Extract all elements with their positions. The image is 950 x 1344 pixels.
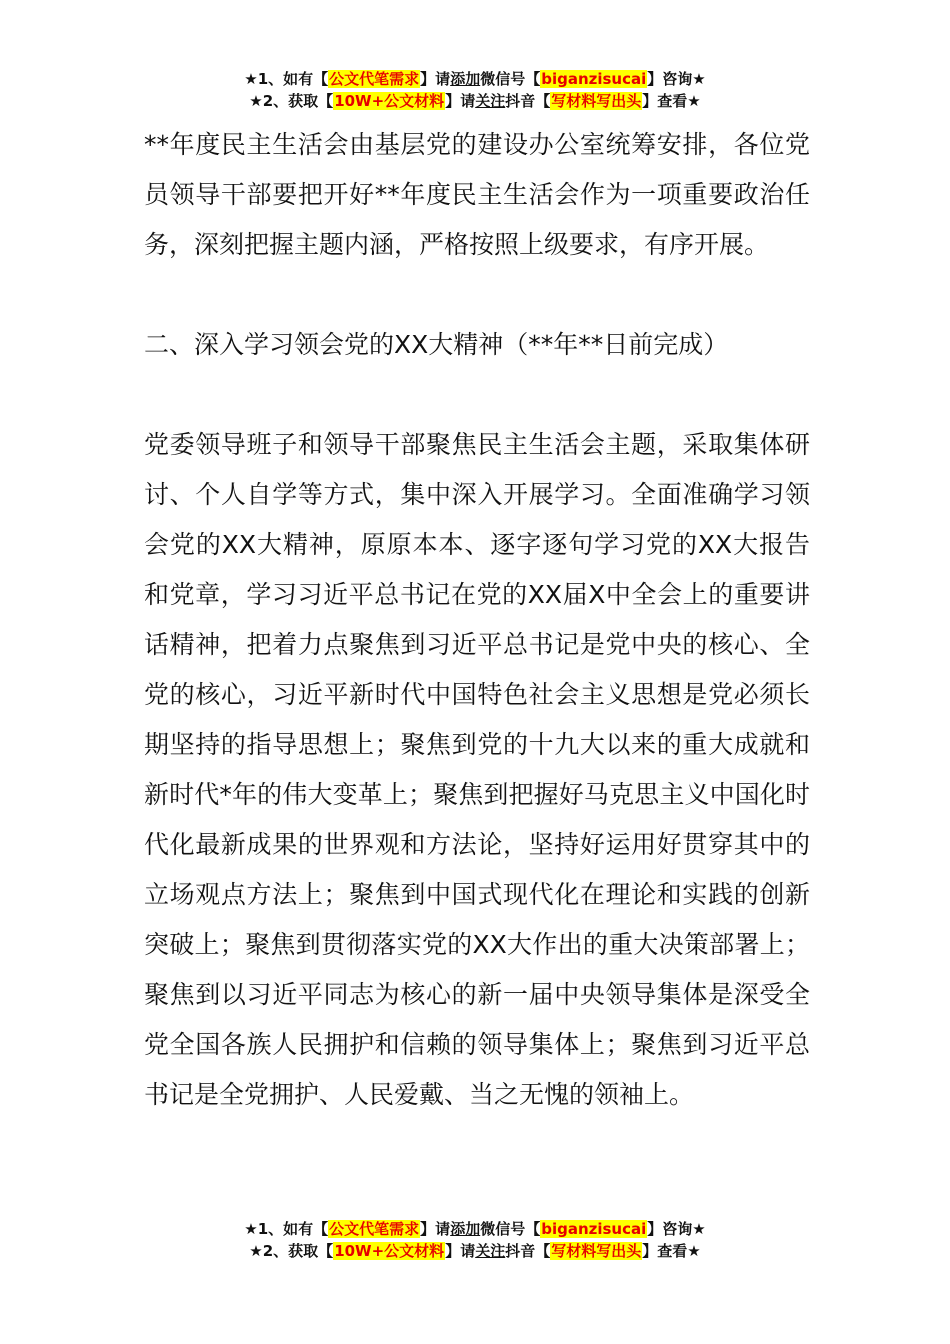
banner-line1-underlined: 添加 <box>450 1220 481 1238</box>
banner-line2-mid1: 】请 <box>445 92 476 110</box>
banner-line-1 <box>0 68 950 90</box>
paragraph-2: 党委领导班子和领导干部聚焦民主生活会主题，采取集体研讨、个人自学等方式，集中深入开展学习。全面准确学习领会党的XX大精神，原原本本、逐字逐句学习党的XX大报告和党章，学习习近平总书记在党的XX届X中全会上的重要讲话精神，把着力点聚焦到习近平总书记是党中央的核心、全党的核心，习近平新时代中国特色社会主义思想是党必须长期坚持的指导思想上；聚焦到党的十九大以来的重大成就和新时代*年的伟大变革上；聚焦到把握好马克思主义中国化时代化最新成果的世界观和方法论，坚持好运用好贯穿其中的立场观点方法上；聚焦到中国式现代化在理论和实践的创新突破上；聚焦到贯彻落实党的XX大作出的重大决策部署上；聚焦到以习近平同志为核心的新一届中央领导集体是深受全党全国各族人民拥护和信赖的领导集体上；聚焦到习近平总书记是全党拥护、人民爱戴、当之无愧的领袖上。 <box>144 430 810 1109</box>
banner-line1-highlight-service: 公文代笔需求 <box>329 1220 420 1238</box>
banner-line2-prefix: ★2、获取【 <box>249 92 334 110</box>
banner-line2-mid2: 抖音【 <box>505 92 551 110</box>
banner-line1-mid1: 】请 <box>420 70 451 88</box>
banner-line1-prefix: ★1、如有【 <box>244 1220 329 1238</box>
paragraph-1: **年度民主生活会由基层党的建设办公室统筹安排，各位党员领导干部要把开好**年度民主生活会作为一项重要政治任务，深刻把握主题内涵，严格按照上级要求，有序开展。 <box>144 130 810 259</box>
banner-line2-prefix: ★2、获取【 <box>249 1242 334 1260</box>
bottom-banner <box>0 1218 950 1262</box>
banner-line1-highlight-wechat-id: biganzisucai <box>541 1220 647 1238</box>
banner-line2-highlight-douyin: 写材料写出头 <box>551 1242 642 1260</box>
banner-line2-mid1: 】请 <box>445 1242 476 1260</box>
banner-line1-underlined: 添加 <box>450 70 481 88</box>
banner-line2-underlined: 关注 <box>475 92 506 110</box>
banner-line1-highlight-service: 公文代笔需求 <box>329 70 420 88</box>
banner-line2-suffix: 】查看★ <box>642 92 701 110</box>
banner-line2-suffix: 】查看★ <box>642 1242 701 1260</box>
banner-line1-prefix: ★1、如有【 <box>244 70 329 88</box>
paragraph-spacer <box>144 370 810 420</box>
banner-line1-suffix: 】咨询★ <box>647 70 706 88</box>
banner-line1-highlight-wechat-id: biganzisucai <box>541 70 647 88</box>
banner-line1-mid2: 微信号【 <box>480 1220 541 1238</box>
banner-line2-mid2: 抖音【 <box>505 1242 551 1260</box>
banner-line1-mid1: 】请 <box>420 1220 451 1238</box>
banner-line2-highlight-materials: 10W+公文材料 <box>334 92 445 110</box>
banner-line2-highlight-douyin: 写材料写出头 <box>551 92 642 110</box>
banner-line-1 <box>0 1218 950 1240</box>
top-banner <box>0 68 950 112</box>
banner-line-2 <box>0 1240 950 1262</box>
banner-line1-mid2: 微信号【 <box>480 70 541 88</box>
banner-line2-underlined: 关注 <box>475 1242 506 1260</box>
banner-line2-highlight-materials: 10W+公文材料 <box>334 1242 445 1260</box>
document-body <box>144 120 810 1120</box>
banner-line-2 <box>0 90 950 112</box>
banner-line1-suffix: 】咨询★ <box>647 1220 706 1238</box>
paragraph-spacer <box>144 270 810 320</box>
section-heading-2: 二、深入学习领会党的XX大精神（**年**日前完成） <box>144 330 729 359</box>
